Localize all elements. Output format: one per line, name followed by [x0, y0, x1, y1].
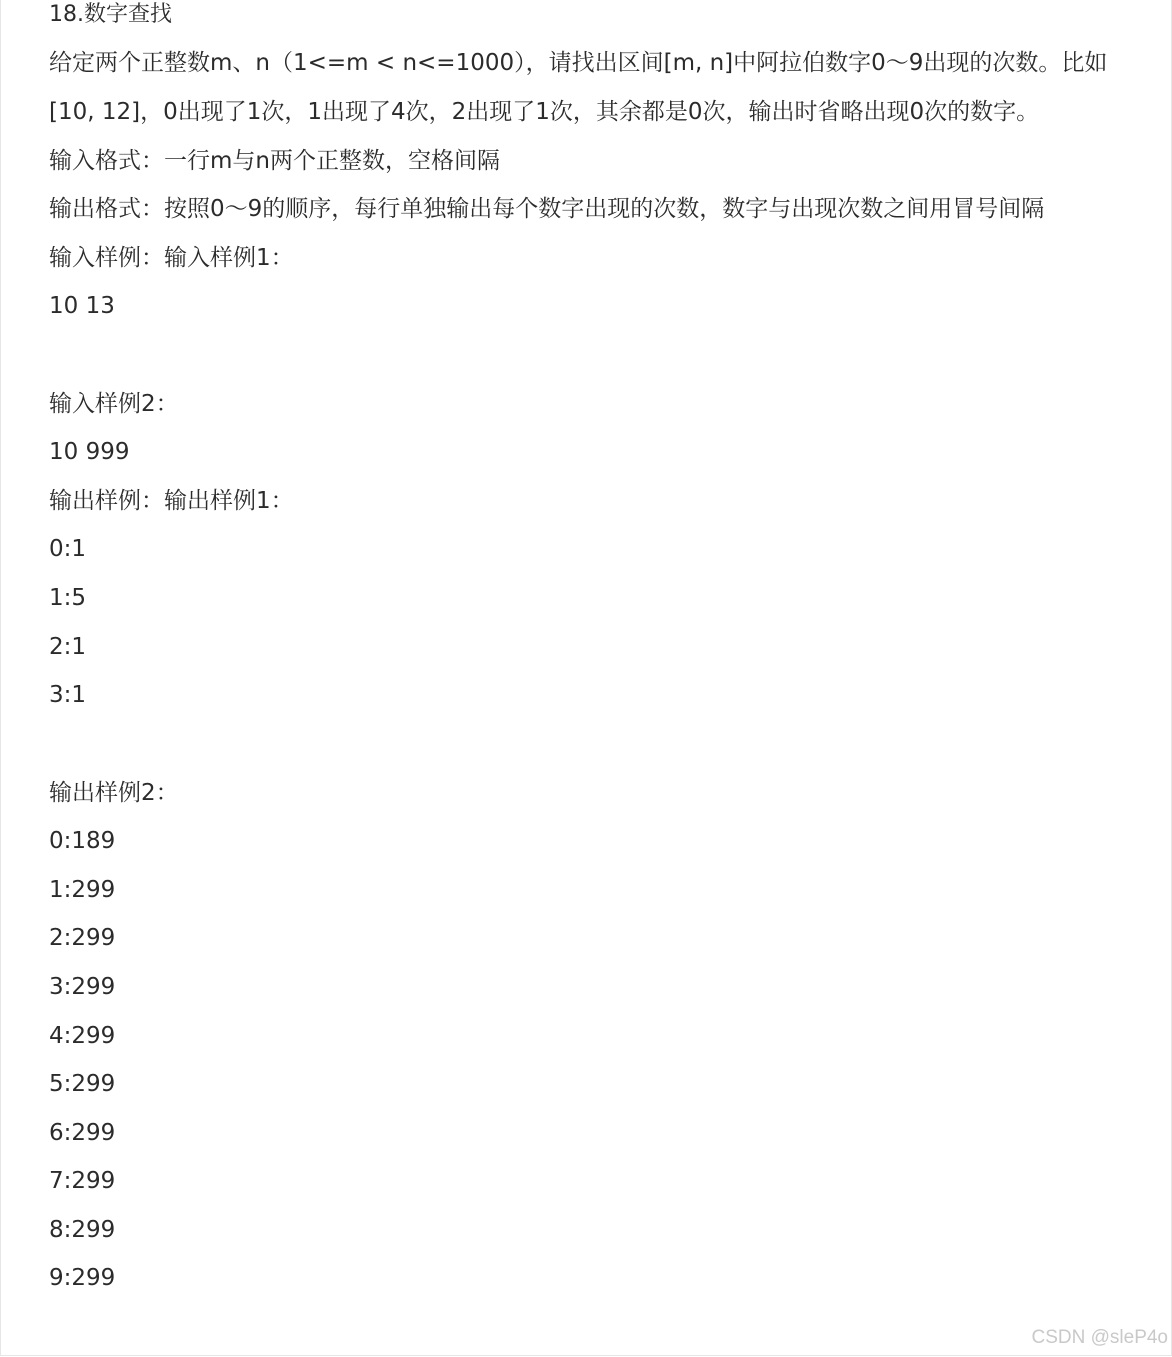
output-sample-2-line: 0:189 — [49, 828, 116, 854]
output-sample-2-line: 6:299 — [49, 1120, 116, 1146]
input-sample-1: 10 13 — [49, 293, 115, 319]
output-sample-2-line: 8:299 — [49, 1217, 116, 1243]
output-sample-header: 输出样例：输出样例1： — [49, 488, 294, 514]
input-sample-2-header: 输入样例2： — [49, 391, 179, 417]
description-line-1: 给定两个正整数m、n（1<=m < n<=1000），请找出区间[m, n]中阿拉伯数字0～9出现的次数。比如 — [49, 50, 1108, 76]
output-sample-2-line: 5:299 — [49, 1071, 116, 1097]
problem-title: 18.数字查找 — [49, 2, 172, 27]
output-sample-1-line: 2:1 — [49, 634, 87, 660]
output-sample-2-line: 3:299 — [49, 974, 116, 1000]
output-sample-2-line: 2:299 — [49, 925, 116, 951]
output-sample-2-line: 9:299 — [49, 1265, 116, 1291]
description-line-2: [10, 12]，0出现了1次，1出现了4次，2出现了1次，其余都是0次，输出时省略出现0次的数字。 — [49, 99, 1040, 125]
output-sample-1-line: 0:1 — [49, 536, 87, 562]
output-sample-2-line: 7:299 — [49, 1168, 116, 1194]
output-sample-2-line: 4:299 — [49, 1023, 116, 1049]
output-sample-1-line: 3:1 — [49, 682, 87, 708]
input-sample-header: 输入样例：输入样例1： — [49, 245, 294, 271]
output-sample-1-line: 1:5 — [49, 585, 87, 611]
output-sample-2-header: 输出样例2： — [49, 780, 179, 806]
csdn-watermark: CSDN @sleP4o — [1031, 1327, 1168, 1348]
input-sample-2: 10 999 — [49, 439, 130, 465]
output-sample-2-line: 1:299 — [49, 877, 116, 903]
output-format: 输出格式：按照0～9的顺序，每行单独输出每个数字出现的次数，数字与出现次数之间用冒号间隔 — [49, 196, 1045, 222]
input-format: 输入格式：一行m与n两个正整数，空格间隔 — [49, 148, 500, 174]
